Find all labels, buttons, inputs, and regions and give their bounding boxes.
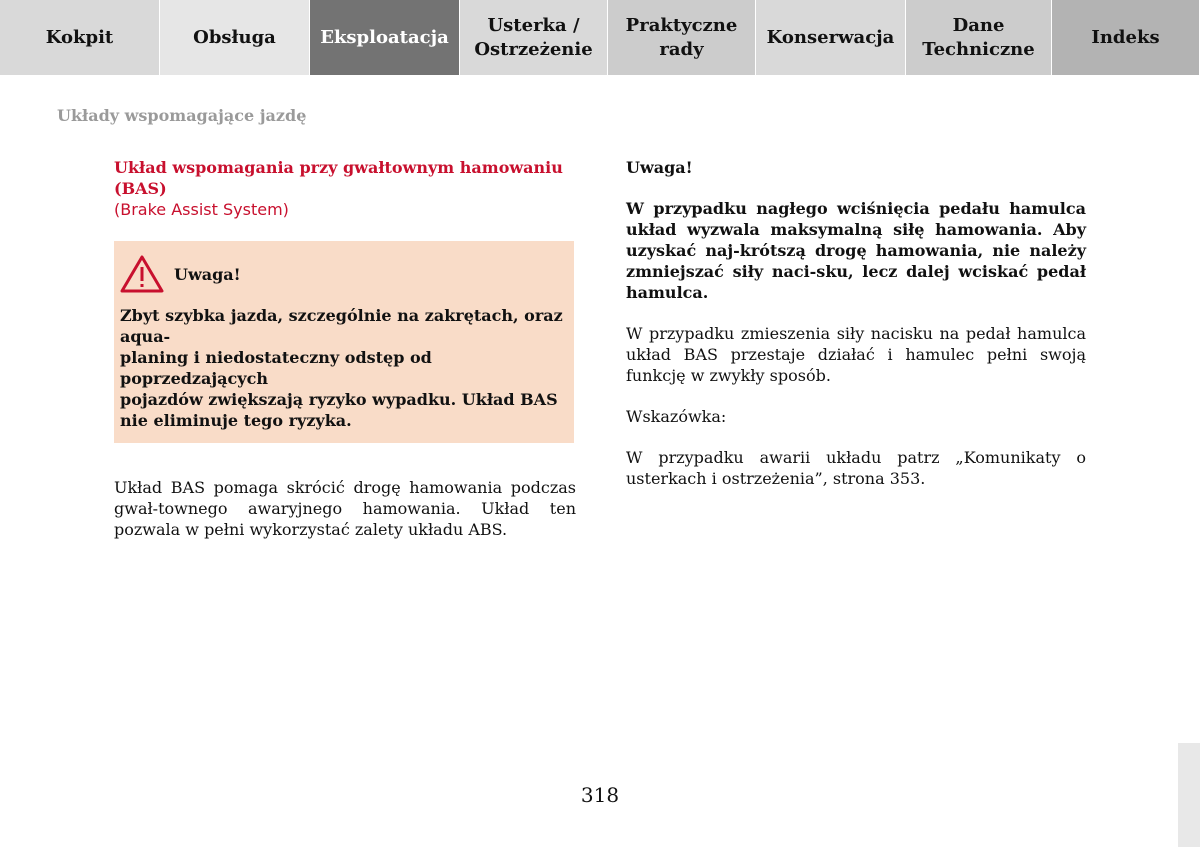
page-number: 318 xyxy=(580,783,620,807)
bas-subheading: (Brake Assist System) xyxy=(114,200,289,219)
section-title: Układy wspomagające jazdę xyxy=(57,106,307,125)
note-label: Wskazówka: xyxy=(626,407,727,426)
bas-heading: Układ wspomagania przy gwałtownym hamowaniu (BAS) xyxy=(114,158,563,198)
left-column xyxy=(114,157,576,540)
tab-indeks[interactable]: Indeks xyxy=(1052,0,1200,75)
warning-header xyxy=(120,255,564,293)
failure-paragraph: W przypadku awarii układu patrz „Komunikaty o usterkach i ostrzeżenia”, strona 353. xyxy=(626,448,1086,488)
right-column xyxy=(626,157,1086,489)
bas-description: Układ BAS pomaga skrócić drogę hamowania podczas gwał-townego awaryjnego hamowania. Układ ten pozwala w pełni wykorzystać zalety układu ABS. xyxy=(114,478,576,539)
tab-obsluga[interactable]: Obsługa xyxy=(160,0,310,75)
caution-paragraph: W przypadku nagłego wciśnięcia pedału hamulca układ wyzwala maksymalną siłę hamowania. Aby uzyskać naj-krótszą drogę hamowania, nie należy zmniejszać siły naci-sku, lecz dalej wciskać pedał hamulca. xyxy=(626,199,1086,302)
pressure-paragraph: W przypadku zmieszenia siły nacisku na pedał hamulca układ BAS przestaje działać i hamulec pełni swoją funkcję w zwykły sposób. xyxy=(626,324,1086,385)
warning-text: Zbyt szybka jazda, szczególnie na zakrętach, oraz aqua- planing i niedostateczny odstęp od poprzedzających pojazdów zwiększają ryzyko wypadku. Układ BAS nie eliminuje tego ryzyka. xyxy=(120,306,563,430)
tab-usterka-ostrzezenie[interactable]: Usterka / Ostrzeżenie xyxy=(460,0,608,75)
warning-label: Uwaga! xyxy=(174,264,241,284)
chapter-nav xyxy=(0,0,1200,75)
caution-label: Uwaga! xyxy=(626,158,693,177)
warning-box xyxy=(114,241,574,443)
warning-triangle-icon xyxy=(120,255,164,293)
tab-praktyczne-rady[interactable]: Praktyczne rady xyxy=(608,0,756,75)
tab-kokpit[interactable]: Kokpit xyxy=(0,0,160,75)
tab-eksploatacja[interactable]: Eksploatacja xyxy=(310,0,460,75)
tab-konserwacja[interactable]: Konserwacja xyxy=(756,0,906,75)
side-edge-tab xyxy=(1178,743,1200,847)
tab-dane-techniczne[interactable]: Dane Techniczne xyxy=(906,0,1052,75)
